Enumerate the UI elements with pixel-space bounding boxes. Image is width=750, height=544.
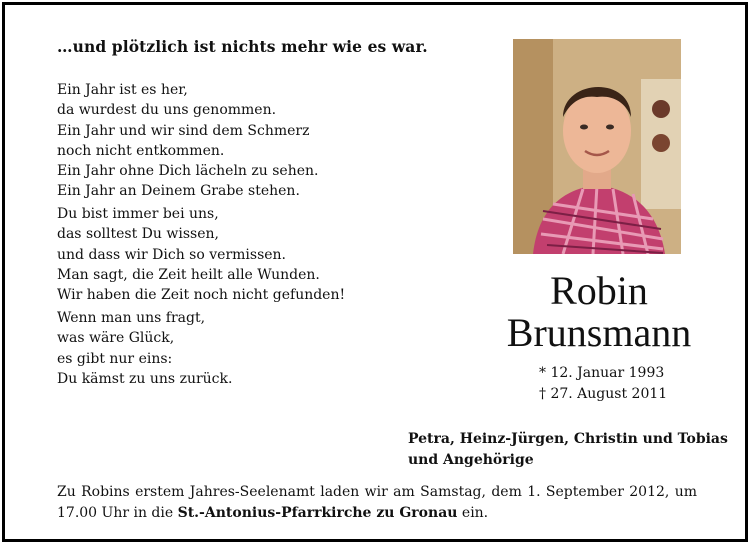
- poem-stanza-2: [57, 204, 345, 305]
- poem-line: Ein Jahr an Deinem Grabe stehen.: [57, 183, 300, 200]
- memorial-notice: [57, 482, 697, 524]
- poem-line: was wäre Glück,: [57, 330, 175, 347]
- obituary-card: [2, 2, 748, 542]
- family-relatives: und Angehörige: [408, 452, 534, 468]
- poem-line: Wenn man uns fragt,: [57, 310, 206, 326]
- poem-stanza-3: [57, 308, 232, 389]
- poem-stanza-1: [57, 80, 318, 202]
- headline: …und plötzlich ist nichts mehr wie es war.: [57, 37, 428, 56]
- birth-date: * 12. Januar 1993: [539, 365, 665, 381]
- poem-line: Wir haben die Zeit noch nicht gefunden!: [57, 287, 346, 304]
- poem-line: Man sagt, die Zeit heilt alle Wunden.: [57, 266, 320, 283]
- poem-line: Du kämst zu uns zurück.: [57, 370, 233, 387]
- poem-line: Ein Jahr ohne Dich lächeln zu sehen.: [57, 163, 319, 180]
- notice-text: Zu Robins erstem Jahres-Seelenamt laden wir am Samstag, dem 1. September 2012, um 17.00 Uhr in die: [57, 484, 697, 521]
- family-signature: [408, 429, 728, 471]
- poem-line: noch nicht entkommen.: [57, 142, 225, 159]
- church-name: St.-Antonius-Pfarrkirche zu Gronau: [177, 505, 458, 521]
- portrait-photo: [513, 39, 681, 254]
- poem-line: das solltest Du wissen,: [57, 226, 219, 243]
- poem-line: es gibt nur eins:: [57, 350, 173, 367]
- poem-line: Ein Jahr und wir sind dem Schmerz: [57, 122, 310, 139]
- notice-text-end: ein.: [457, 505, 489, 521]
- poem-line: Ein Jahr ist es her,: [57, 82, 188, 98]
- first-name: Robin: [550, 268, 648, 313]
- life-dates: [539, 363, 667, 405]
- poem-line: Du bist immer bei uns,: [57, 206, 219, 222]
- death-date: † 27. August 2011: [539, 386, 668, 402]
- poem-line: und dass wir Dich so vermissen.: [57, 246, 287, 263]
- last-name: Brunsmann: [506, 310, 692, 355]
- family-names: Petra, Heinz-Jürgen, Christin und Tobias: [408, 431, 728, 447]
- poem-line: da wurdest du uns genommen.: [57, 102, 277, 119]
